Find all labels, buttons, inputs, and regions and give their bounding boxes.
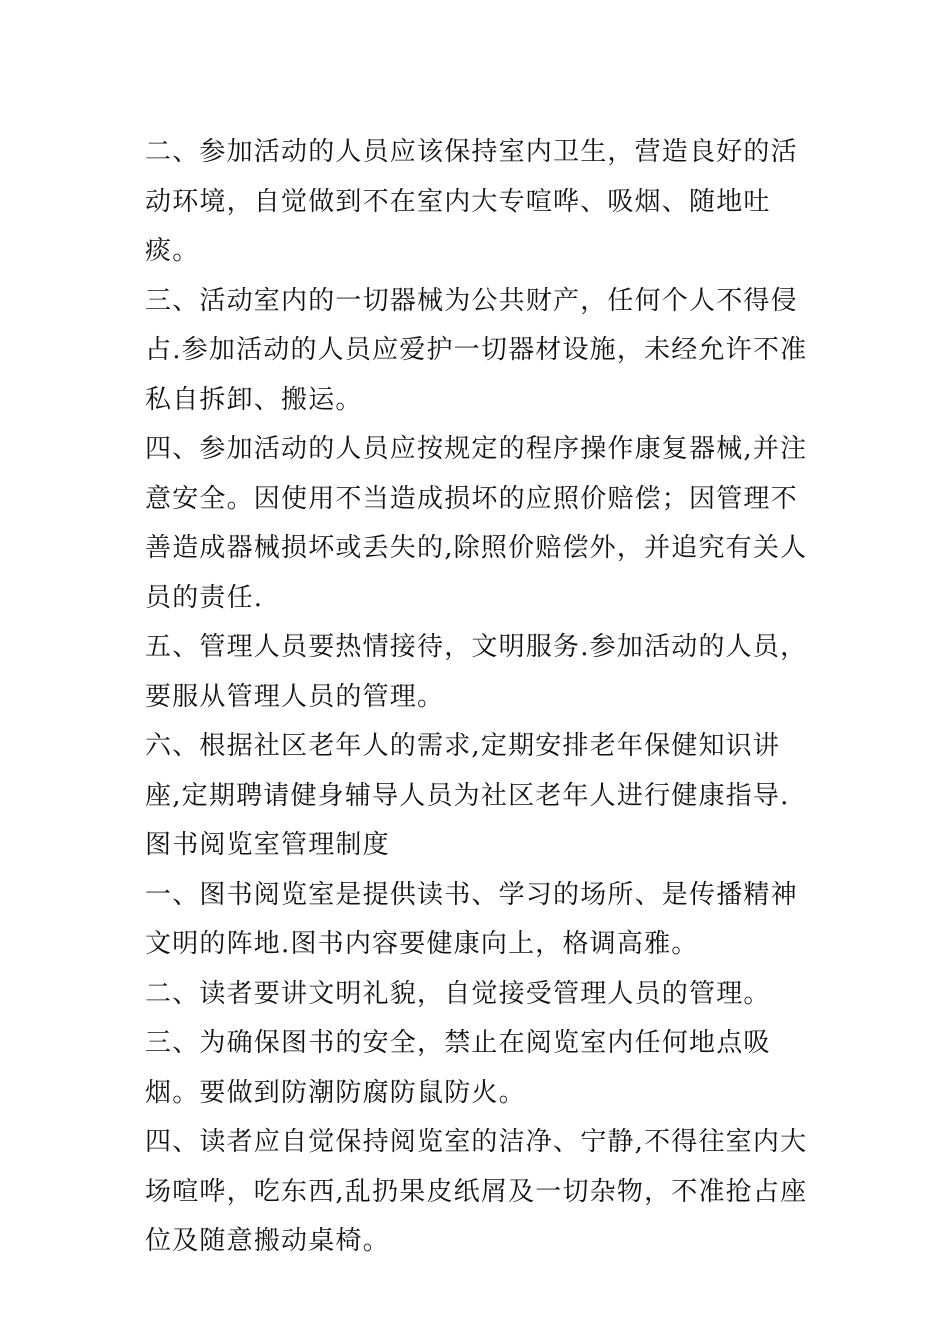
rule-paragraph-4: 四、参加活动的人员应按规定的程序操作康复器械,并注意安全。因使用不当造成损坏的应照价赔偿；因管理不善造成器械损坏或丢失的,除照价赔偿外，并追究有关人员的责任. — [145, 434, 808, 613]
library-rule-paragraph-3: 三、为确保图书的安全，禁止在阅览室内任何地点吸烟。要做到防潮防腐防鼠防火。 — [145, 1028, 771, 1108]
rule-paragraph-6: 六、根据社区老年人的需求,定期安排老年保健知识讲座,定期聘请健身辅导人员为社区老年人进行健康指导. — [145, 731, 790, 811]
section-heading-library-rules: 图书阅览室管理制度 — [145, 830, 390, 860]
rule-paragraph-3: 三、活动室内的一切器械为公共财产，任何个人不得侵占.参加活动的人员应爱护一切器材设施，未经允许不准私自拆卸、搬运。 — [145, 285, 808, 415]
library-rule-paragraph-1: 一、图书阅览室是提供读书、学习的场所、是传播精神文明的阵地.图书内容要健康向上，格调高雅。 — [145, 879, 798, 959]
rule-paragraph-2: 二、参加活动的人员应该保持室内卫生，营造良好的活动环境，自觉做到不在室内大专喧哗、吸烟、随地吐痰。 — [145, 137, 798, 266]
rule-paragraph-5: 五、管理人员要热情接待，文明服务.参加活动的人员，要服从管理人员的管理。 — [145, 632, 808, 712]
library-rule-paragraph-2: 二、读者要讲文明礼貌，自觉接受管理人员的管理。 — [145, 978, 771, 1009]
library-rule-paragraph-4: 四、读者应自觉保持阅览室的洁净、宁静,不得往室内大场喧哗，吃东西,乱扔果皮纸屑及一切杂物，不准抢占座位及随意搬动桌椅。 — [145, 1127, 808, 1256]
